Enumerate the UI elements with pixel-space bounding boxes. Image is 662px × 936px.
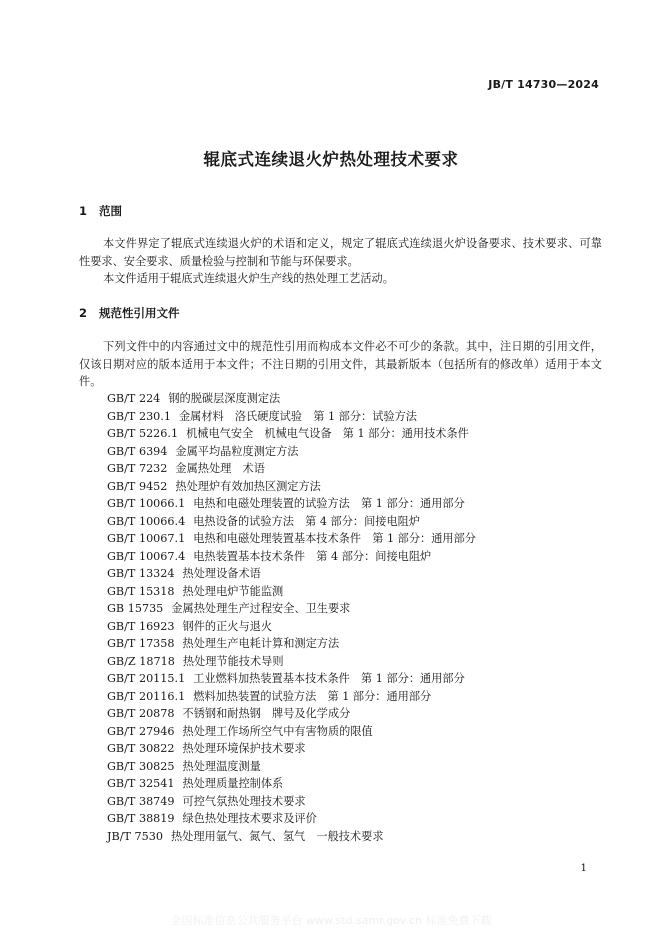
section-1-heading [79,203,122,219]
reference-title: 金属热处理生产过程安全、卫生要求 [171,602,351,615]
reference-item [107,618,476,636]
section-2-number: 2 [79,306,88,320]
reference-item [107,705,476,723]
reference-item [107,390,476,408]
reference-code: GB 15735 [107,602,164,615]
section-1-title: 范围 [99,204,123,218]
reference-title: 热处理生产电耗计算和测定方法 [182,637,340,650]
reference-item [107,478,476,496]
reference-title: 热处理环境保护技术要求 [182,742,306,755]
reference-code: GB/T 10067.4 [107,549,186,563]
reference-code: GB/T 9452 [107,479,168,493]
reference-item [107,495,476,513]
reference-title: 金属材料 洛氏硬度试验 第 1 部分：试验方法 [178,409,417,423]
reference-item [107,460,476,478]
reference-item [107,548,476,566]
reference-item [107,425,476,443]
reference-item [107,408,476,426]
reference-item [107,828,476,846]
reference-item [107,775,476,793]
reference-item [107,810,476,828]
reference-code: GB/T 16923 [107,619,175,633]
reference-code: GB/T 20878 [107,707,175,720]
reference-code: GB/T 10067.1 [107,532,186,545]
reference-item [107,688,476,706]
reference-item [107,530,476,548]
reference-title: 热处理炉有效加热区测定方法 [175,479,321,493]
section-1-number: 1 [79,204,88,218]
reference-item [107,653,476,671]
document-title: 辊底式连续退火炉热处理技术要求 [203,150,459,169]
reference-code: GB/T 5226.1 [107,427,179,440]
reference-code: GB/T 20115.1 [107,672,186,685]
reference-item [107,740,476,758]
reference-code: GB/T 10066.4 [107,514,186,528]
reference-code: GB/T 20116.1 [107,689,186,703]
reference-title: 热处理质量控制体系 [182,777,284,790]
reference-title: 金属热处理 术语 [175,462,265,475]
reference-code: JB/T 7530 [107,829,163,843]
section-2-heading [79,305,180,321]
reference-item [107,670,476,688]
watermark: 全国标准信息公共服务平台 www.std.samr.gov.cn 标准免费下载 [170,914,492,927]
section-1-paragraph-2: 本文件适用于辊底式连续退火炉生产线的热处理工艺活动。 [103,272,394,285]
section-2-title: 规范性引用文件 [99,306,180,320]
reference-code: GB/T 38749 [107,794,175,808]
reference-code: GB/T 30822 [107,742,175,755]
reference-code: GB/T 230.1 [107,409,171,423]
reference-title: 可控气氛热处理技术要求 [182,794,306,808]
reference-item [107,758,476,776]
reference-title: 热处理电炉节能监测 [182,584,284,598]
reference-code: GB/T 38819 [107,812,175,825]
reference-code: GB/T 13324 [107,567,175,580]
reference-title: 机械电气安全 机械电气设备 第 1 部分：通用技术条件 [186,427,469,440]
reference-item [107,583,476,601]
standard-code: JB/T 14730—2024 [488,78,599,91]
page-number: 1 [580,862,587,874]
reference-item [107,793,476,811]
reference-title: 钢的脱碳层深度测定法 [168,392,281,405]
section-2-intro: 下列文件中的内容通过文中的规范性引用而构成本文件必不可少的条款。其中，注日期的引用文件，仅该日期对应的版本适用于本文件；不注日期的引用文件，其最新版本（包括所有的修改单）适用于本文件。 [79,340,602,388]
reference-item [107,723,476,741]
reference-item [107,600,476,618]
reference-title: 热处理设备术语 [182,567,261,580]
reference-title: 电热和电磁处理装置的试验方法 第 1 部分：通用部分 [193,497,465,510]
reference-item [107,443,476,461]
reference-item [107,513,476,531]
reference-title: 工业燃料加热装置基本技术条件 第 1 部分：通用部分 [193,672,465,685]
reference-code: GB/T 6394 [107,444,168,458]
reference-title: 钢件的正火与退火 [182,619,273,633]
reference-title: 电热装置基本技术条件 第 4 部分：间接电阻炉 [193,549,432,563]
reference-title: 电热设备的试验方法 第 4 部分：间接电阻炉 [193,514,421,528]
reference-title: 热处理工作场所空气中有害物质的限值 [182,724,373,738]
reference-title: 绿色热处理技术要求及评价 [182,812,317,825]
reference-code: GB/T 17358 [107,637,175,650]
section-1-paragraph-1: 本文件界定了辊底式连续退火炉的术语和定义，规定了辊底式连续退火炉设备要求、技术要求、可靠性要求、安全要求、质量检验与控制和节能与环保要求。 [79,237,602,268]
reference-title: 热处理用氩气、氮气、氢气 一般技术要求 [170,829,384,843]
reference-title: 热处理节能技术导则 [182,654,284,668]
reference-code: GB/T 224 [107,392,161,405]
reference-title: 电热和电磁处理装置基本技术条件 第 1 部分：通用部分 [193,532,476,545]
reference-title: 燃料加热装置的试验方法 第 1 部分：通用部分 [193,689,432,703]
reference-title: 不锈钢和耐热钢 牌号及化学成分 [182,707,351,720]
reference-code: GB/T 30825 [107,759,175,773]
reference-title: 金属平均晶粒度测定方法 [175,444,299,458]
reference-code: GB/T 32541 [107,777,175,790]
reference-code: GB/Z 18718 [107,654,175,668]
reference-code: GB/T 15318 [107,584,175,598]
reference-code: GB/T 27946 [107,724,175,738]
reference-item [107,635,476,653]
reference-title: 热处理温度测量 [182,759,261,773]
reference-item [107,565,476,583]
reference-code: GB/T 10066.1 [107,497,186,510]
reference-list [107,390,476,845]
reference-code: GB/T 7232 [107,462,168,475]
